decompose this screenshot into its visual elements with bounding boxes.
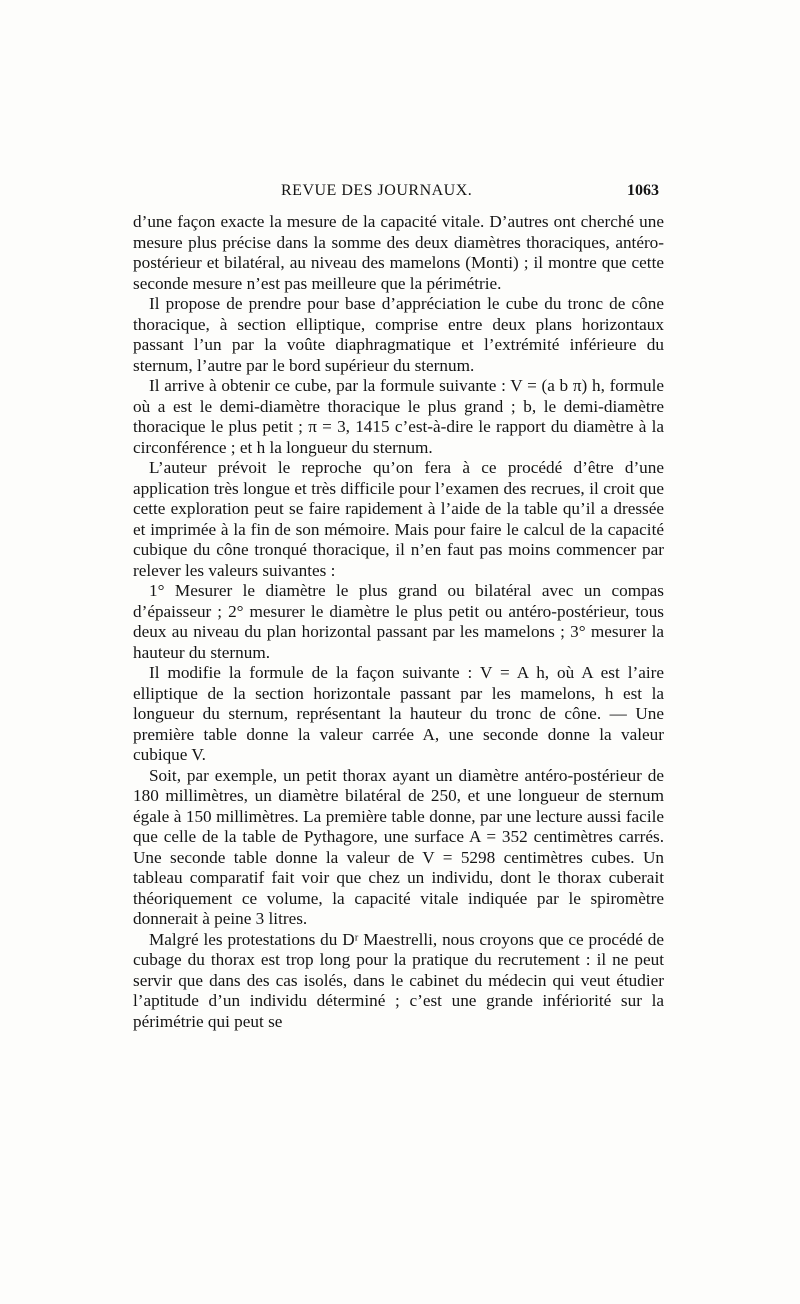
paragraph-formule: Il arrive à obtenir ce cube, par la formule suivante : V = (a b π) h, formule où a est le demi-diamètre thoracique le plus grand ; b, le demi-diamètre thoracique le plus petit ; π = 3, 1415 c’est-à-dire le rapport du diamètre à la circonférence ; et h la longueur du sternum.: [133, 376, 664, 457]
paragraph-capacite-vitale: d’une façon exacte la mesure de la capacité vitale. D’autres ont cherché une mesure plus précise dans la somme des deux diamètres thoraciques, antéro-postérieur et bilatéral, au niveau des mamelons (Monti) ; il montre que cette seconde mesure n’est pas meilleure que la périmétrie.: [133, 212, 664, 293]
page-header: [133, 178, 663, 208]
paragraph-exemple: Soit, par exemple, un petit thorax ayant un diamètre antéro-postérieur de 180 millimètres, un diamètre bilatéral de 250, et une longueur de sternum égale à 150 millimètres. La première table donne, par une lecture aussi facile que celle de la table de Pythagore, une surface A = 352 centimètres carrés. Une seconde table donne la valeur de V = 5298 centimètres cubes. Un tableau comparatif fait voir que chez un individu, dont le thorax cuberait théoriquement ce volume, la capacité vitale indiquée par le spiromètre donnerait à peine 3 litres.: [133, 765, 664, 928]
article-body: [133, 212, 664, 1032]
running-title: REVUE DES JOURNAUX.: [281, 182, 473, 199]
paragraph-mesures: 1° Mesurer le diamètre le plus grand ou bilatéral avec un compas d’épaisseur ; 2° mesurer le diamètre le plus petit ou antéro-postérieur, tous deux au niveau du plan horizontal passant par les mamelons ; 3° mesurer la hauteur du sternum.: [133, 581, 664, 662]
paragraph-conclusion: Malgré les protestations du Dʳ Maestrelli, nous croyons que ce procédé de cubage du thorax est trop long pour la pratique du recrutement : il ne peut servir que dans des cas isolés, dans le cabinet du médecin qui veut étudier l’aptitude d’un individu déterminé ; c’est une grande infériorité sur la périmétrie qui peut se: [133, 929, 664, 1031]
page-number: 1063: [627, 182, 659, 199]
paragraph-cube-tronc: Il propose de prendre pour base d’appréciation le cube du tronc de cône thoracique, à section elliptique, comprise entre deux plans horizontaux passant l’un par la voûte diaphragmatique et l’extrémité inférieure du sternum, l’autre par le bord supérieur du sternum.: [133, 294, 664, 375]
paragraph-formule-modifiee: Il modifie la formule de la façon suivante : V = A h, où A est l’aire elliptique de la section horizontale passant par les mamelons, h est la longueur du sternum, représentant la hauteur du tronc de cône. — Une première table donne la valeur carrée A, une seconde donne la valeur cubique V.: [133, 663, 664, 764]
paragraph-reproche: L’auteur prévoit le reproche qu’on fera à ce procédé d’être d’une application très longue et très difficile pour l’examen des recrues, il croit que cette exploration peut se faire rapidement à l’aide de la table qu’il a dressée et imprimée à la fin de son mémoire. Mais pour faire le calcul de la capacité cubique du cône tronqué thoracique, il n’en faut pas moins commencer par relever les valeurs suivantes :: [133, 458, 664, 580]
